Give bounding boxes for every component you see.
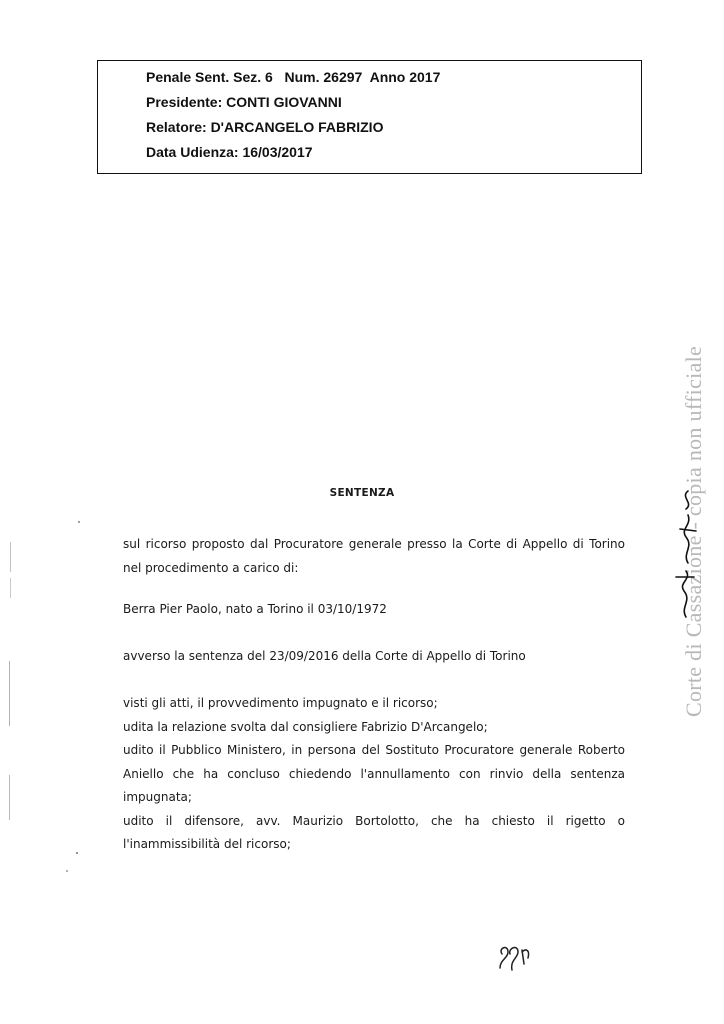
appeal-line-2: nel procedimento a carico di: xyxy=(123,560,299,575)
header-section-number: Penale Sent. Sez. 6 Num. 26297 Anno 2017 xyxy=(146,69,441,85)
document-title: SENTENZA xyxy=(329,487,395,499)
header-rapporteur: Relatore: D'ARCANGELO FABRIZIO xyxy=(146,119,384,135)
margin-dot-3 xyxy=(66,870,68,872)
signature-mark xyxy=(658,485,708,625)
header-president: Presidente: CONTI GIOVANNI xyxy=(146,94,342,110)
defendant-line: Berra Pier Paolo, nato a Torino il 03/10/1972 xyxy=(123,602,387,616)
proceedings-paragraphs xyxy=(123,692,625,857)
appeal-line-1: sul ricorso proposto dal Procuratore generale presso la Corte di Appello di Torino xyxy=(123,537,625,551)
watermark-text: Corte di Cassazione - copia non ufficiale xyxy=(681,345,706,717)
margin-mark-4 xyxy=(9,775,10,820)
document-body xyxy=(123,533,625,580)
prosecutor-line-3: impugnata; xyxy=(123,790,192,804)
prosecutor-line-1: udito il Pubblico Ministero, in persona del Sostituto Procuratore generale Roberto xyxy=(123,743,625,757)
judgment-paragraph xyxy=(123,645,625,669)
defense-line-1: udito il difensore, avv. Maurizio Bortolotto, che ha chiesto il rigetto o xyxy=(123,813,625,828)
margin-mark-2 xyxy=(10,578,11,598)
defendant-paragraph xyxy=(123,598,625,622)
margin-mark-3 xyxy=(9,661,10,726)
acts-line: visti gli atti, il provvedimento impugnato e il ricorso; xyxy=(123,696,438,710)
header-box xyxy=(97,60,642,174)
initials-mark xyxy=(496,940,536,976)
margin-dot-1 xyxy=(78,521,80,523)
report-line: udita la relazione svolta dal consigliere Fabrizio D'Arcangelo; xyxy=(123,719,488,734)
header-hearing-date: Data Udienza: 16/03/2017 xyxy=(146,144,313,160)
defense-line-2: l'inammissibilità del ricorso; xyxy=(123,837,291,851)
judgment-line: avverso la sentenza del 23/09/2016 della Corte di Appello di Torino xyxy=(123,649,526,663)
margin-mark-1 xyxy=(10,542,11,572)
margin-dot-2 xyxy=(76,852,78,854)
prosecutor-line-2: Aniello che ha concluso chiedendo l'annullamento con rinvio della sentenza xyxy=(123,766,625,781)
